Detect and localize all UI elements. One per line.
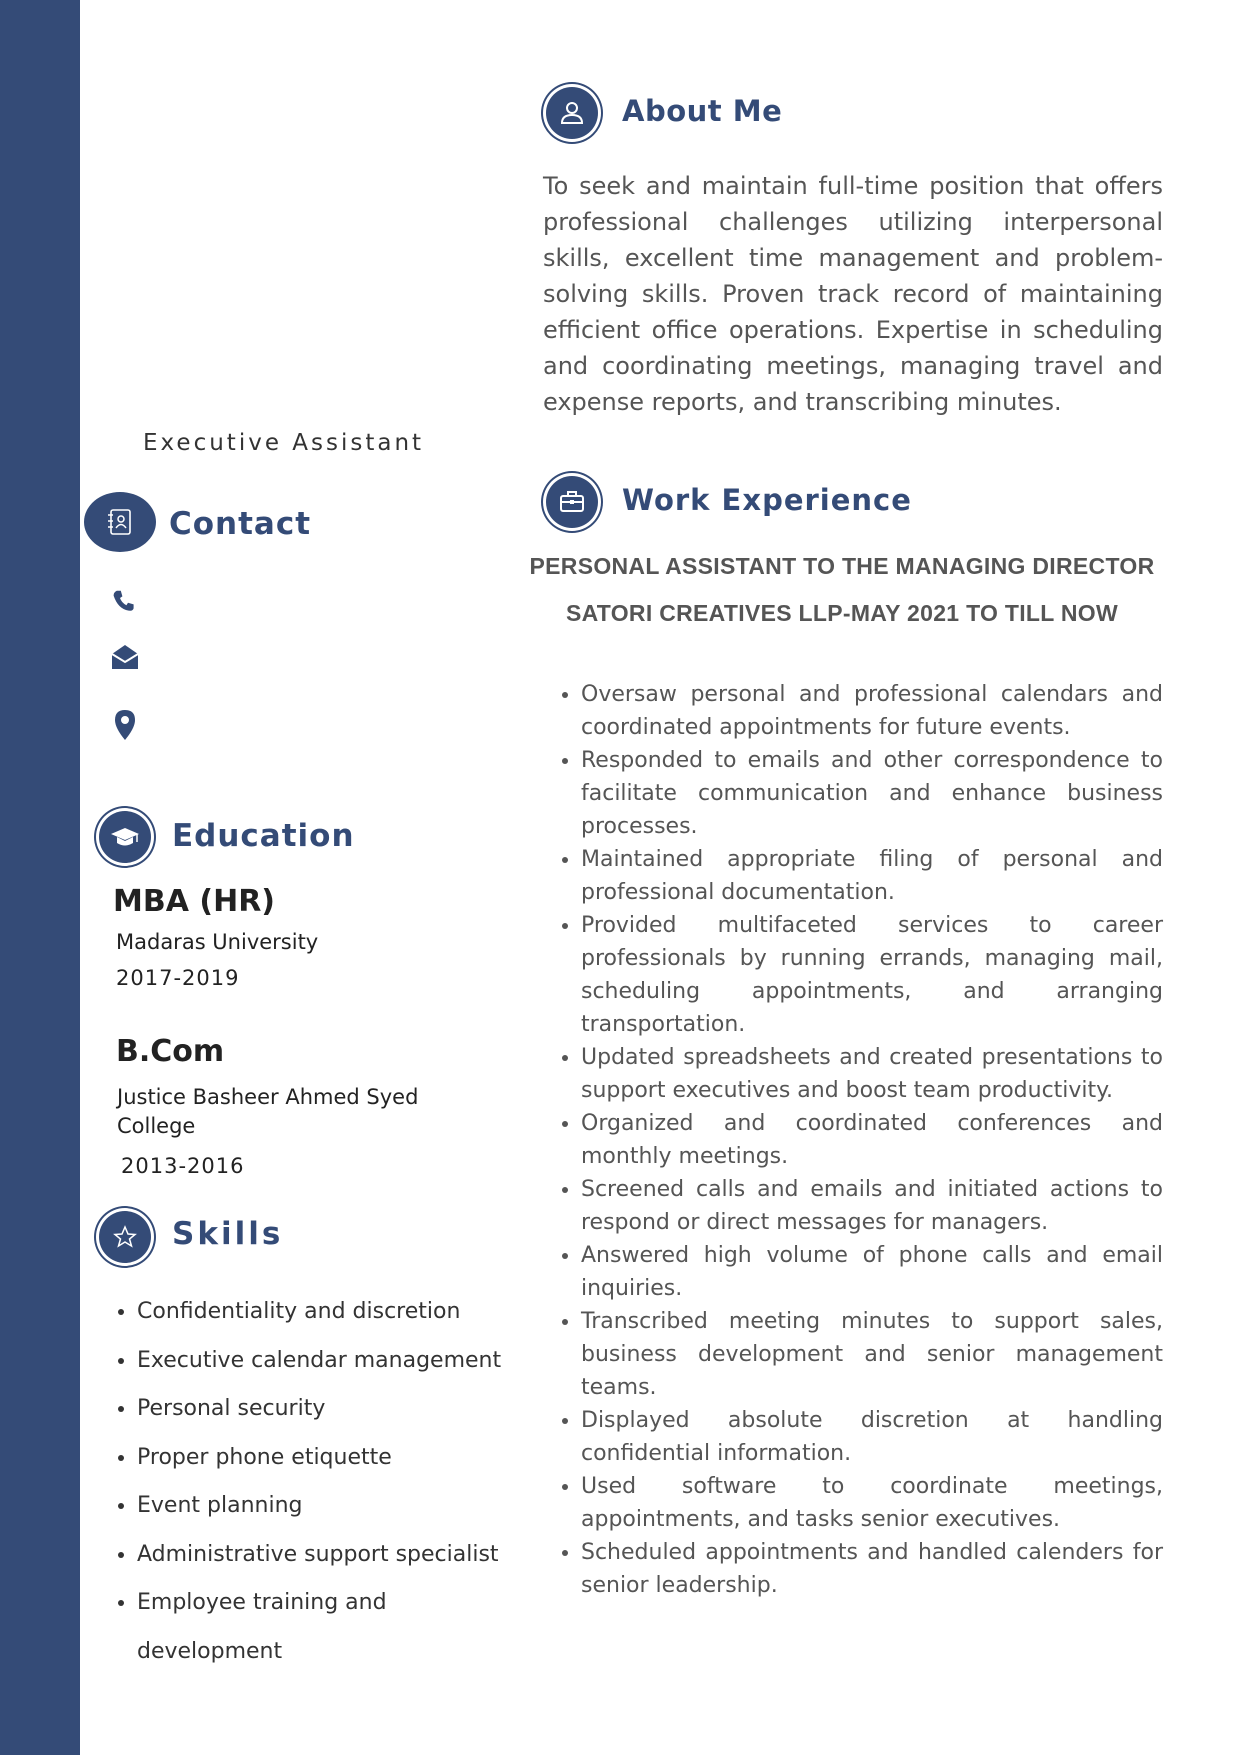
work-bullet: • Oversaw personal and professional calendars and coordinated appointments for future events. <box>581 678 1163 744</box>
edu-school-2: Justice Basheer Ahmed Syed College <box>117 1085 419 1138</box>
skill-item: • Personal security <box>137 1385 547 1434</box>
about-title: About Me <box>622 94 783 128</box>
work-bullet: • Answered high volume of phone calls and email inquiries. <box>581 1239 1163 1305</box>
work-header-icon <box>546 476 598 528</box>
skill-item: • Confidentiality and discretion <box>137 1288 547 1337</box>
work-bullet: • Displayed absolute discretion at handling confidential information. <box>581 1404 1163 1470</box>
star-icon <box>113 1225 137 1249</box>
work-bullet: • Screened calls and emails and initiated actions to respond or direct messages for managers. <box>581 1173 1163 1239</box>
work-bullet: • Updated spreadsheets and created presentations to support executives and boost team productivity. <box>581 1041 1163 1107</box>
phone-icon <box>108 586 142 620</box>
work-bullet: • Used software to coordinate meetings, appointments, and tasks senior executives. <box>581 1470 1163 1536</box>
edu-years-1: 2017-2019 <box>116 966 240 990</box>
work-bullet: • Transcribed meeting minutes to support sales, business development and senior management teams. <box>581 1305 1163 1404</box>
work-bullet: • Scheduled appointments and handled calenders for senior leadership. <box>581 1536 1163 1602</box>
skill-item: • Executive calendar management <box>137 1337 547 1386</box>
skills-header-icon <box>99 1211 151 1263</box>
role-title: Executive Assistant <box>143 430 425 456</box>
contact-title: Contact <box>169 506 312 542</box>
skills-title: Skills <box>172 1216 284 1252</box>
work-bullet: • Organized and coordinated conferences and monthly meetings. <box>581 1107 1163 1173</box>
contact-book-icon <box>104 506 136 538</box>
about-text: To seek and maintain full-time position that offers professional challenges utilizing interpersonal skills, excellent time management and problem-solving skills. Proven track record of maintaining efficient office operations. Expertise in scheduling and coordinating meetings, managing travel and expense reports, and transcribing minutes. <box>543 172 1163 416</box>
location-icon <box>108 708 142 742</box>
skill-item: • Administrative support specialist <box>137 1531 547 1580</box>
edu-degree-1: MBA (HR) <box>113 884 276 919</box>
work-bullet: • Maintained appropriate filing of personal and professional documentation. <box>581 843 1163 909</box>
skill-item: • Employee training and development <box>137 1579 397 1676</box>
edu-school-1: Madaras University <box>116 930 319 954</box>
skill-item: • Event planning <box>137 1482 547 1531</box>
work-bullet: • Provided multifaceted services to career professionals by running errands, managing mail, scheduling appointments, and arranging transportation. <box>581 909 1163 1041</box>
work-bullet-list <box>543 678 1163 1602</box>
mail-icon <box>108 640 142 674</box>
skill-item: • Proper phone etiquette <box>137 1434 547 1483</box>
edu-years-2: 2013-2016 <box>121 1154 245 1178</box>
edu-degree-2: B.Com <box>116 1034 225 1069</box>
job-title: PERSONAL ASSISTANT TO THE MANAGING DIRECTOR <box>529 553 1155 579</box>
education-title: Education <box>172 818 355 854</box>
contact-header-icon <box>84 492 156 552</box>
graduation-cap-icon <box>109 821 141 853</box>
briefcase-icon <box>558 488 586 516</box>
work-bullet: • Responded to emails and other correspondence to facilitate communication and enhance business processes. <box>581 744 1163 843</box>
education-header-icon <box>99 811 151 863</box>
company-period: SATORI CREATIVES LLP-MAY 2021 TO TILL NOW <box>565 600 1119 626</box>
sidebar-accent-bar <box>0 0 80 1755</box>
user-icon <box>557 98 587 128</box>
work-title: Work Experience <box>622 483 912 517</box>
skills-list <box>100 1288 547 1676</box>
about-header-icon <box>546 87 598 139</box>
